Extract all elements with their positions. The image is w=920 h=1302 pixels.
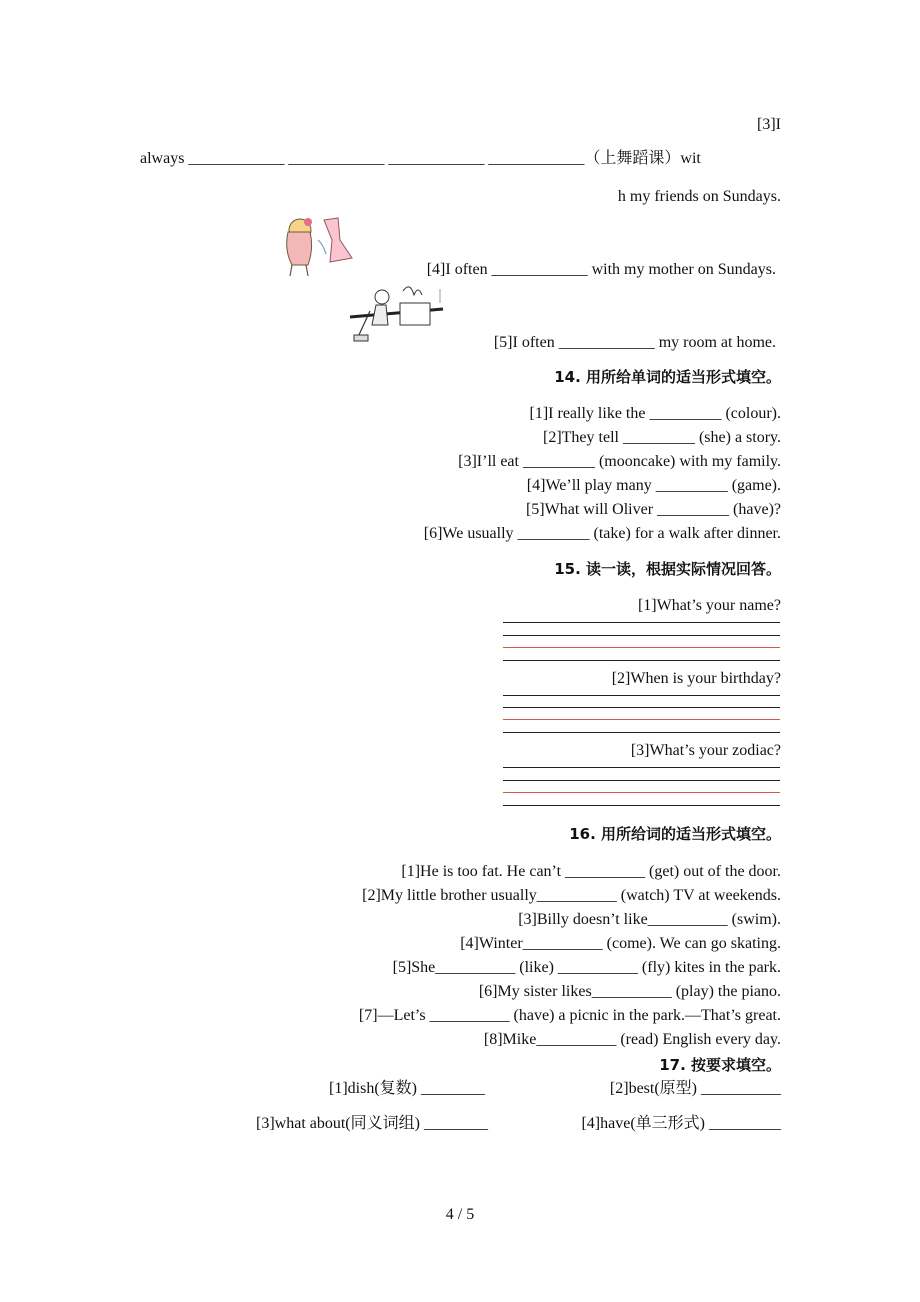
s16-item-2: [2]My little brother usually__________ (watch) TV at weekends. [362, 887, 781, 904]
s16-item-3: [3]Billy doesn’t like__________ (swim). [518, 911, 781, 928]
s15-question-3: [3]What’s your zodiac? [630, 742, 781, 759]
answer-line [503, 635, 780, 636]
s16-item-4: [4]Winter__________ (come). We can go skating. [460, 935, 781, 952]
s17-item-4: [4]have(单三形式) _________ [581, 1115, 781, 1132]
section16-title: 16. 用所给词的适当形式填空。 [569, 825, 781, 843]
s16-item-7: [7]—Let’s __________ (have) a picnic in the park.—That’s great. [358, 1007, 781, 1024]
s14-item-4: [4]We’ll play many _________ (game). [526, 477, 781, 494]
girl-dancing-illustration [278, 210, 363, 278]
s14-item-2: [2]They tell _________ (she) a story. [542, 429, 781, 446]
item4: [4]I often ____________ with my mother on Sundays. [426, 261, 776, 278]
s16-item-5: [5]She__________ (like) __________ (fly) kites in the park. [392, 959, 781, 976]
s16-item-8: [8]Mike__________ (read) English every day. [483, 1031, 781, 1048]
answer-line [503, 695, 780, 696]
answer-line [503, 707, 780, 708]
s16-item-6: [6]My sister likes__________ (play) the piano. [478, 983, 781, 1000]
item3-tail: h my friends on Sundays. [617, 188, 781, 205]
s15-question-1: [1]What’s your name? [637, 597, 781, 614]
s14-item-6: [6]We usually _________ (take) for a walk after dinner. [423, 525, 781, 542]
item3-head: [3]I [757, 116, 781, 133]
cleaning-room-illustration [348, 281, 448, 347]
answer-line [503, 767, 780, 768]
answer-line [503, 805, 780, 806]
answer-line-red [503, 719, 780, 720]
s17-item-3: [3]what about(同义词组) ________ [256, 1115, 488, 1132]
section14-title: 14. 用所给单词的适当形式填空。 [554, 368, 781, 386]
answer-line [503, 660, 780, 661]
page-number: 4 / 5 [445, 1206, 475, 1223]
answer-line [503, 622, 780, 623]
s16-item-1: [1]He is too fat. He can’t __________ (get) out of the door. [401, 863, 781, 880]
s17-item-1: [1]dish(复数) ________ [329, 1080, 485, 1097]
s14-item-3: [3]I’ll eat _________ (mooncake) with my family. [458, 453, 781, 470]
s14-item-1: [1]I really like the _________ (colour). [529, 405, 781, 422]
s14-item-5: [5]What will Oliver _________ (have)? [525, 501, 781, 518]
answer-line [503, 780, 780, 781]
answer-line-red [503, 792, 780, 793]
s15-question-2: [2]When is your birthday? [611, 670, 781, 687]
answer-line-red [503, 647, 780, 648]
item5: [5]I often ____________ my room at home. [493, 334, 776, 351]
section15-title: 15. 读一读，根据实际情况回答。 [554, 560, 781, 578]
section17-title: 17. 按要求填空。 [659, 1056, 781, 1074]
s17-item-2: [2]best(原型) __________ [609, 1080, 781, 1097]
answer-line [503, 732, 780, 733]
item3-line: always ____________ ____________ ____________ ____________（上舞蹈课）wit [140, 150, 701, 167]
